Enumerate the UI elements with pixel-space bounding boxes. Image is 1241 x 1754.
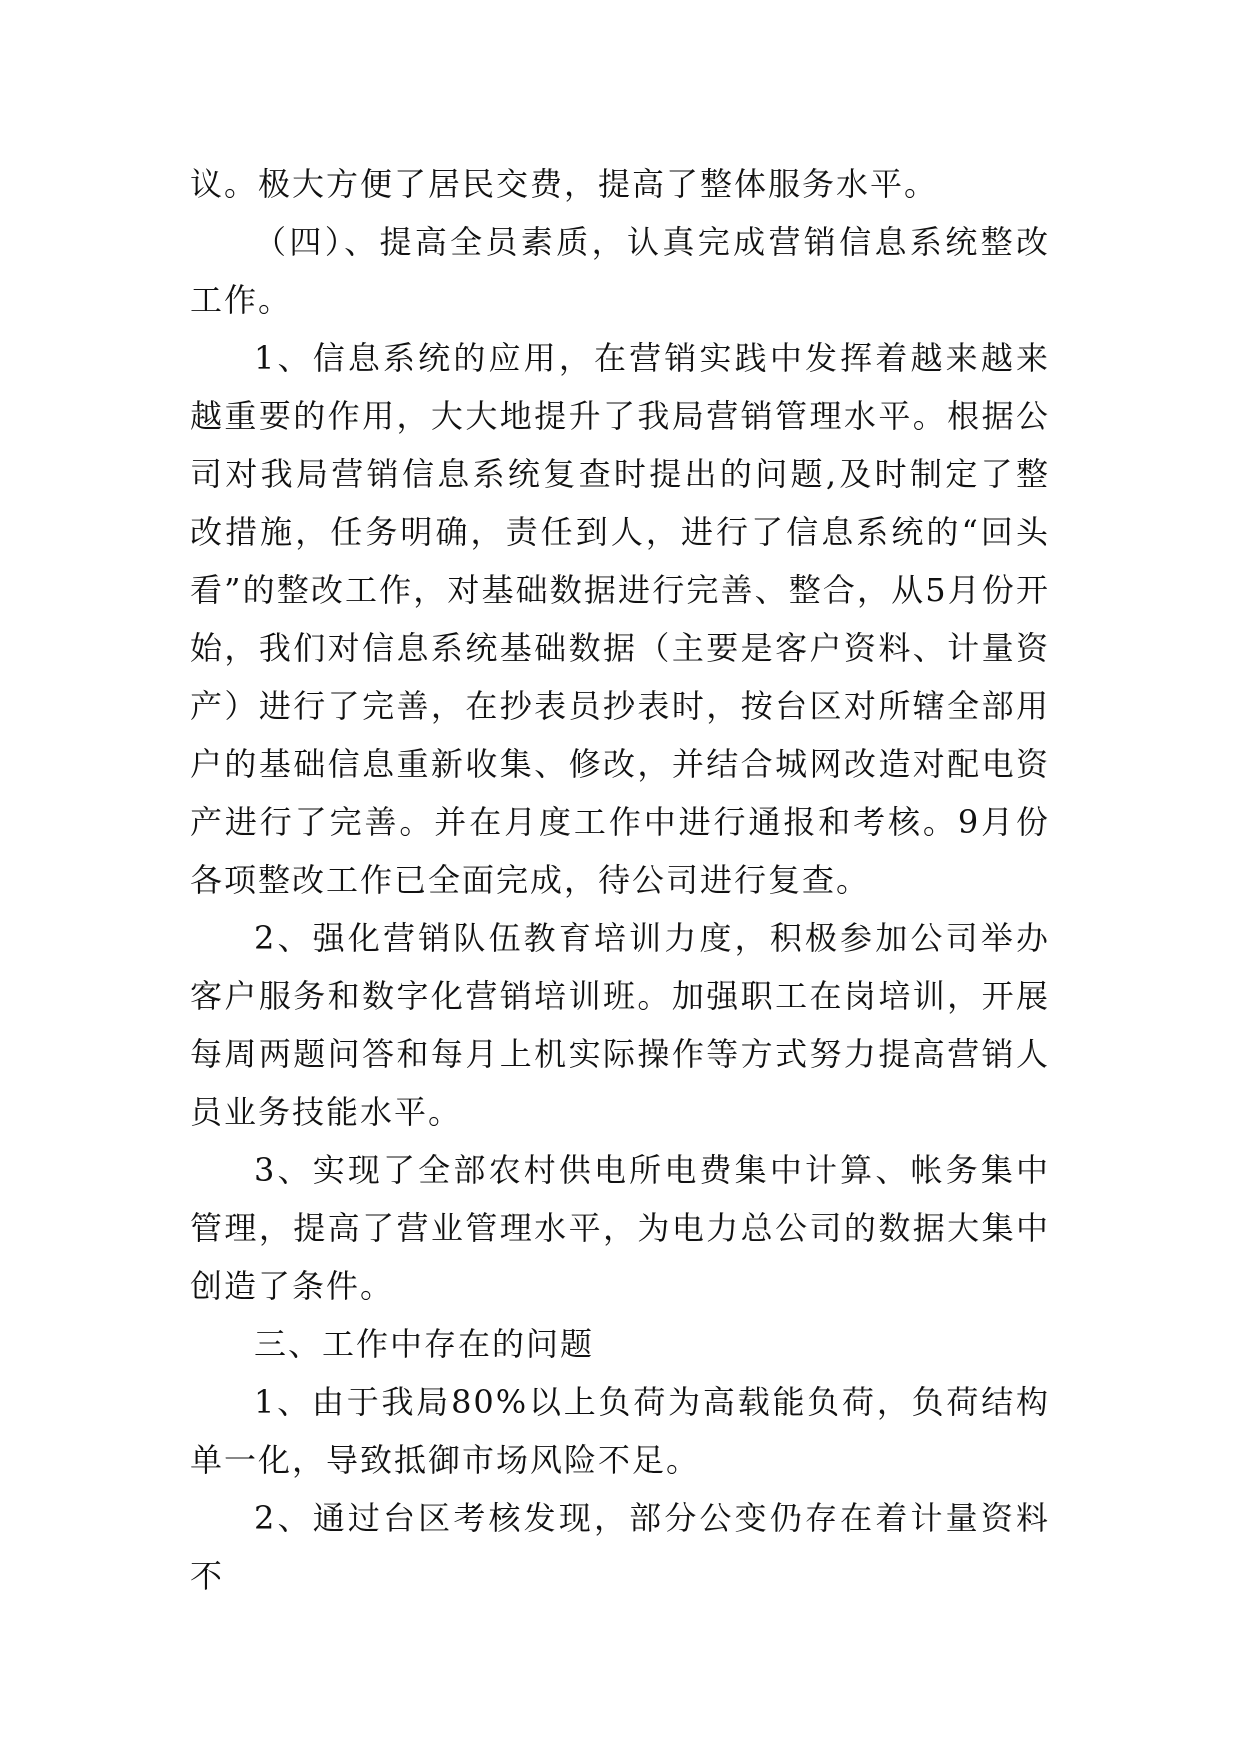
paragraph-continuation: 议。极大方便了居民交费，提高了整体服务水平。 [190,165,939,203]
paragraph-item-2: 2、强化营销队伍教育培训力度，积极参加公司举办客户服务和数字化营销培训班。加强职工在岗培训，开展每周两题问答和每月上机实际操作等方式努力提高营销人员业务技能水平。 [190,919,1050,1131]
paragraph-item-1: 1、信息系统的应用，在营销实践中发挥着越来越来越重要的作用，大大地提升了我局营销管理水平。根据公司对我局营销信息系统复查时提出的问题,及时制定了整改措施，任务明确，责任到人，进行了信息系统的“回头看”的整改工作，对基础数据进行完善、整合，从5月份开始，我们对信息系统基础数据（主要是客户资料、计量资产）进行了完善，在抄表员抄表时，按台区对所辖全部用户的基础信息重新收集、修改，并结合城网改造对配电资产进行了完善。并在月度工作中进行通报和考核。9月份各项整改工作已全面完成，待公司进行复查。 [190,339,1050,899]
problem-item-2: 2、通过台区考核发现，部分公变仍存在着计量资料不 [190,1499,1050,1595]
section-heading-three: 三、工作中存在的问题 [254,1325,595,1363]
problem-item-1: 1、由于我局80%以上负荷为高载能负荷，负荷结构单一化，导致抵御市场风险不足。 [190,1383,1050,1479]
paragraph-item-3: 3、实现了全部农村供电所电费集中计算、帐务集中管理，提高了营业管理水平，为电力总公司的数据大集中创造了条件。 [190,1151,1050,1305]
section-heading-four: （四）、提高全员素质，认真完成营销信息系统整改工作。 [190,223,1050,319]
document-body [190,155,1050,1605]
